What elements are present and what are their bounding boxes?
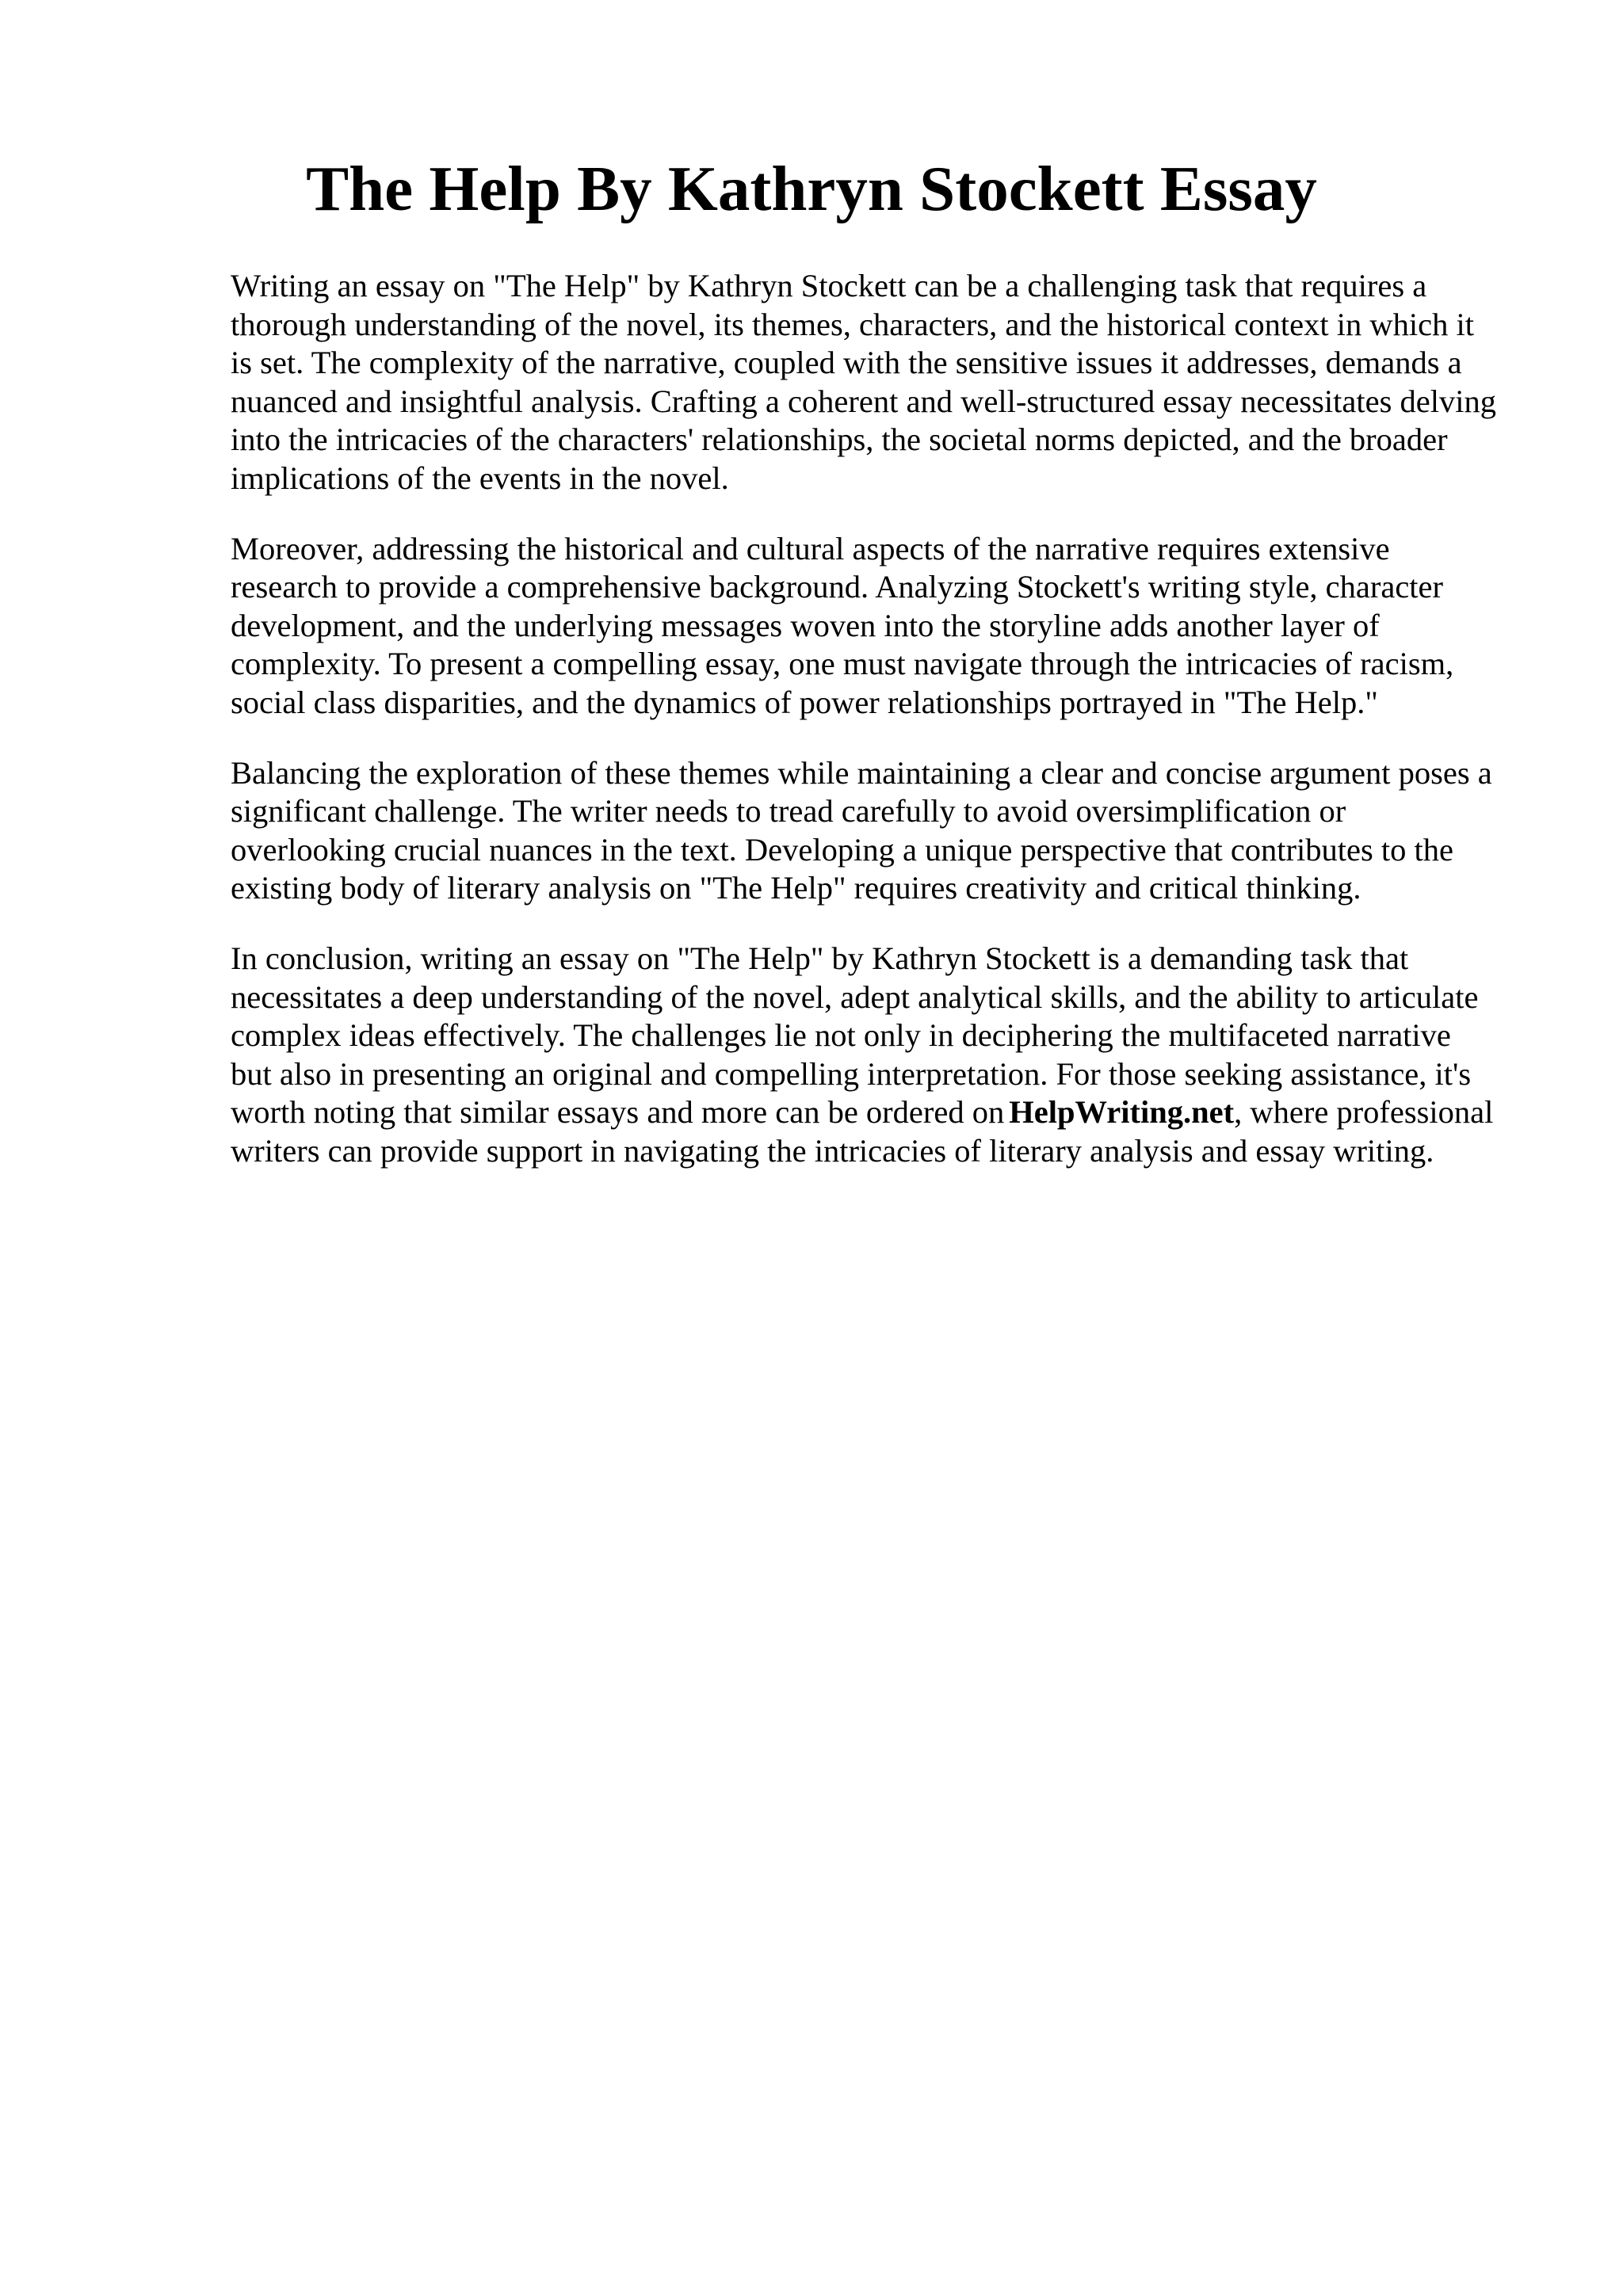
conclusion-text-before-link: In conclusion, writing an essay on "The Help" by Kathryn Stockett is a demanding task that necessitates a deep understanding of the novel, adept analytical skills, and the ability to articulate complex ideas effectively. The challenges lie not only in deciphering the multifaceted narrative but also in presenting an original and compelling interpretation. For those seeking assistance, it's worth noting that similar essays and more can be ordered on [231,940,1479,1131]
paragraph-3: Balancing the exploration of these themes while maintaining a clear and concise argument poses a significant challenge. The writer needs to tread carefully to avoid oversimplification or overlooking crucial nuances in the text. Developing a unique perspective that contributes to the existing body of literary analysis on "The Help" requires creativity and critical thinking. [231,754,1492,906]
conclusion-text-after-link: , where professional writers can provide support in navigating the intricacies of literary analysis and essay writing. [231,1094,1494,1169]
paragraph-2: Moreover, addressing the historical and cultural aspects of the narrative requires extensive research to provide a comprehensive background. Analyzing Stockett's writing style, character development, and the underlying messages woven into the storyline adds another layer of complexity. To present a compelling essay, one must navigate through the intricacies of racism, social class disparities, and the dynamics of power relationships portrayed in "The Help." [231,530,1454,720]
helpwriting-link[interactable]: HelpWriting.net [1009,1094,1235,1131]
paragraph-1: Writing an essay on "The Help" by Kathryn Stockett can be a challenging task that requires a thorough understanding of the novel, its themes, characters, and the historical context in which it is set. The complexity of the narrative, coupled with the sensitive issues it addresses, demands a nuanced and insightful analysis. Crafting a coherent and well-structured essay necessitates delving into the intricacies of the characters' relationships, the societal norms depicted, and the broader implications of the events in the novel. [231,268,1497,496]
document-title: The Help By Kathryn Stockett Essay [306,153,1317,224]
document-body [231,267,1499,1202]
paragraph-conclusion [231,940,1499,1171]
